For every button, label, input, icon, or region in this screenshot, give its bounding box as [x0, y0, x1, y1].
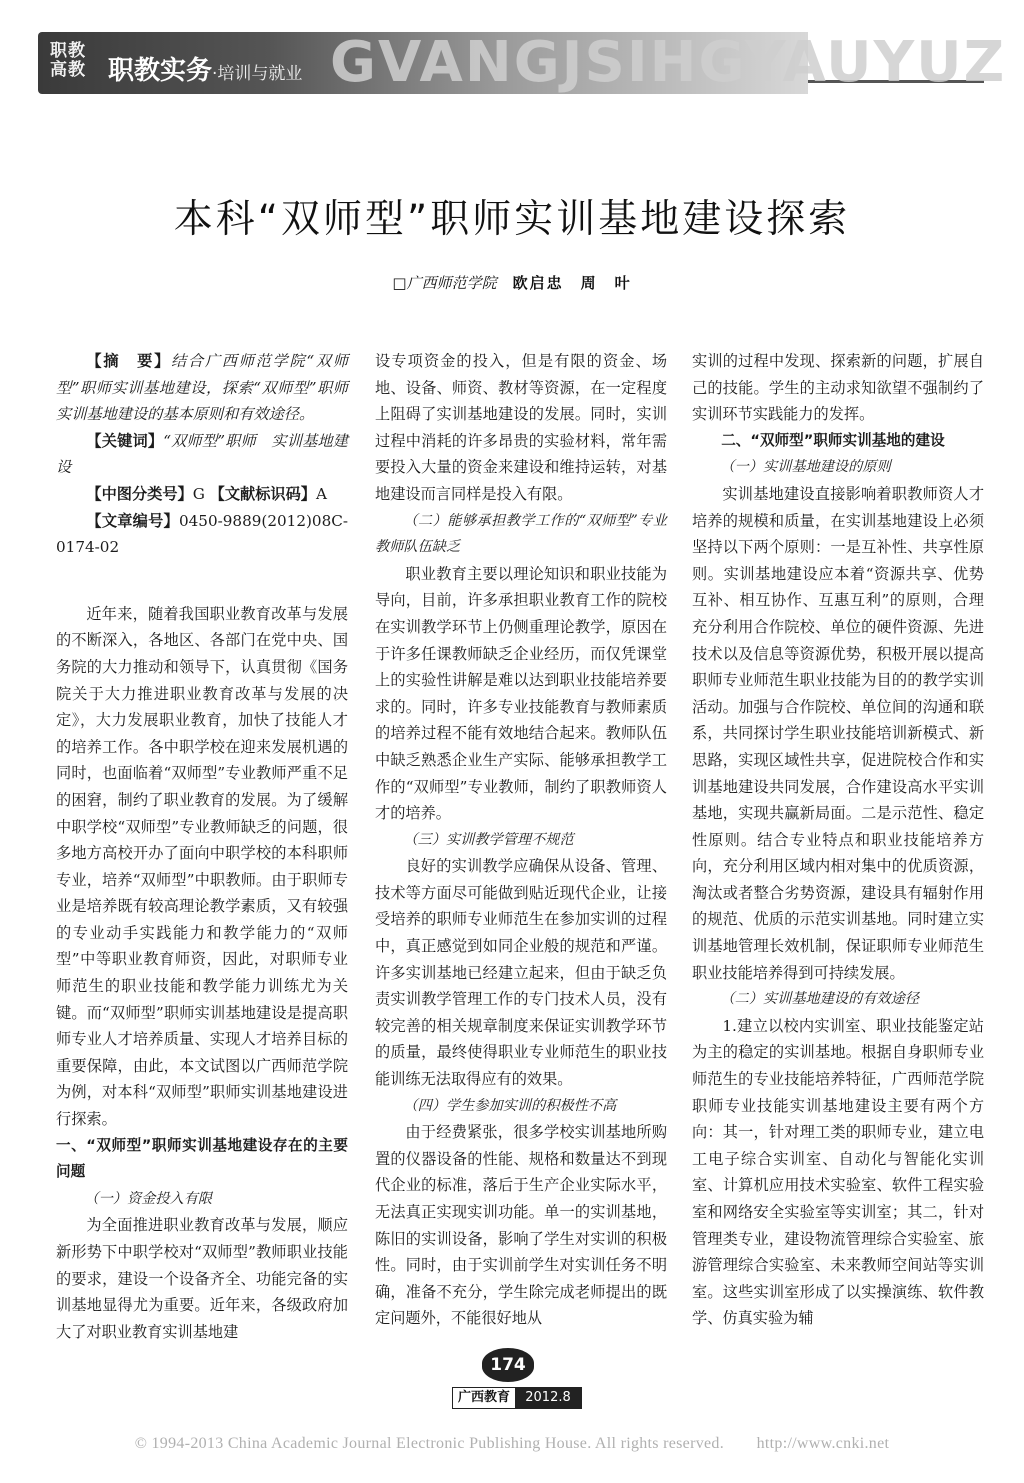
column-2 [375, 348, 667, 1332]
keywords [56, 428, 348, 481]
paragraph-funding-cont: 设专项资金的投入，但是有限的资金、场地、设备、师资、教材等资源，在一定程度上阻碍了实训基地建设的发展。同时，实训过程中消耗的许多昂贵的实验材料，常年需要投入大量的资金来建设和维持运转，对基地建设而言同样是投入有限。 [375, 352, 667, 503]
classification [56, 481, 348, 508]
column-3 [692, 348, 984, 1332]
journal-name: 广西教育 [453, 1388, 515, 1408]
subheading-5: （一）实训基地建设的原则 [720, 459, 891, 476]
subheading-1: （一）资金投入有限 [84, 1190, 213, 1207]
paragraph-management: 良好的实训教学应确保从设备、管理、技术等方面尽可能做到贴近现代企业，让接受培养的职师专业师范生在参加实训的过程中，真正感觉到如同企业般的规范和严谨。许多实训基地已经建立起来，但由于缺乏负责实训教学管理工作的专门技术人员，没有较完善的相关规章制度来保证实训教学环节的质量，最终使得职业专业师范生的职业技能训练无法取得应有的效果。 [375, 857, 667, 1089]
subheading-4: （四）学生参加实训的积极性不高 [403, 1097, 617, 1114]
keywords-label: 【关键词】 [86, 431, 164, 450]
paragraph-teachers: 职业教育主要以理论知识和职业技能为导向，目前，许多承担职业教育工作的院校在实训教学环节上仍侧重理论教学，原因在于许多任课教师缺乏企业经历，而仅凭课堂上的实验性讲解是难以达到职业技能培养要求的。同时，许多专业技能教育与教师素质的培养过程不能有效地结合起来。教师队伍中缺乏熟悉企业生产实际、能够承担教学工作的“双师型”专业教师，制约了职教师资人才的培养。 [375, 564, 667, 823]
column-1 [56, 348, 348, 1345]
clc-label: 【中图分类号】 [86, 484, 193, 503]
logo-line-1: 职教 [50, 41, 86, 61]
logo-line-2: 高教 [50, 60, 86, 80]
paragraph-approaches: 1.建立以校内实训室、职业技能鉴定站为主的稳定的实训基地。根据自身职师专业师范生的专业技能培养特征，广西师范学院职师专业技能实训基地建设主要有两个方向：其一，针对理工类的职师专业，建立电工电子综合实训室、自动化与智能化实训室、计算机应用技术实验室、软件工程实验室和网络安全实验室等实训室；其二，针对管理类专业，建设物流管理综合实验室、旅游管理综合实验室、未来教师空间站等实训室。这些实训室形成了以实操演练、软件教学、仿真实验为辅 [692, 1016, 984, 1328]
article-number-value: 0450-9889(2012)08C-0174-02 [56, 511, 348, 557]
keywords-text: “双师型”职师 实训基地建设 [56, 431, 348, 477]
abstract-label: 【摘 要】 [86, 352, 172, 370]
section-heading-1: 一、“双师型”职师实训基地建设存在的主要问题 [56, 1136, 348, 1181]
institution: 广西师范学院 [406, 274, 497, 292]
abstract-text: 结合广西师范学院“双师型”职师实训基地建设，探索“双师型”职师实训基地建设的基本原则和有效途径。 [56, 352, 349, 424]
section-heading-2: 二、“双师型”职师实训基地的建设 [721, 431, 945, 449]
doc-code-value: A [315, 484, 327, 503]
paragraph-funding: 为全面推进职业教育改革与发展，顺应新形势下中职学校对“双师型”教师职业技能的要求，建设一个设备齐全、功能完备的实训基地显得尤为重要。近年来，各级政府加大了对职业教育实训基地建 [56, 1216, 348, 1341]
article-number [56, 508, 348, 561]
subheading-6: （二）实训基地建设的有效途径 [720, 991, 920, 1008]
byline-box: □ [392, 274, 407, 292]
header-column-title [108, 50, 302, 87]
authors: 欧启忠 周 叶 [512, 274, 632, 292]
article-title: 本科“双师型”职师实训基地建设探索 [173, 197, 851, 242]
copyright-notice: © 1994-2013 China Academic Journal Electronic Publishing House. All rights reserved. http://www.cnki.net [134, 1435, 890, 1452]
paragraph-motivation-cont: 实训的过程中发现、探索新的问题，扩展自己的技能。学生的主动求知欲望不强制约了实训环节实践能力的发挥。 [692, 352, 984, 424]
byline [0, 272, 1024, 293]
subheading-2: （二）能够承担教学工作的“双师型”专业教师队伍缺乏 [375, 512, 667, 556]
abstract [56, 348, 348, 428]
paragraph-motivation: 由于经费紧张，很多学校实训基地所购置的仪器设备的性能、规格和数量达不到现代企业的标准，落后于生产企业实际水平，无法真正实现实训功能。单一的实训基地，陈旧的实训设备，影响了学生对实训的积极性。同时，由于实训前学生对实训任务不明确，准备不充分，学生除完成老师提出的既定问题外，不能很好地从 [375, 1123, 667, 1328]
intro-paragraph: 近年来，随着我国职业教育改革与发展的不断深入，各地区、各部门在党中央、国务院的大力推动和领导下，认真贯彻《国务院关于大力推进职业教育改革与发展的决定》，大力发展职业教育，加快了技能人才的培养工作。各中职学校在迎来发展机遇的同时，也面临着“双师型”专业教师严重不足的困窘，制约了职业教育的发展。为了缓解中职学校“双师型”专业教师缺乏的问题，很多地方高校开办了面向中职学校的本科职师专业，培养“双师型”中职教师。由于职师专业是培养既有较高理论教学素质，又有较强的专业动手实践能力和教学能力的“双师型”中等职业教育师资，因此，对职师专业师范生的职业技能和教学能力训练尤为关键。而“双师型”职师实训基地建设是提高职师专业人才培养质量、实现人才培养目标的重要保障，由此，本文试图以广西师范学院为例，对本科“双师型”职师实训基地建设进行探索。 [56, 604, 348, 1129]
header-logo [50, 42, 96, 80]
article-number-label: 【文章编号】 [86, 511, 179, 530]
doc-code-label: 【文献标识码】 [209, 484, 316, 503]
header-pinyin: GVANGJSIHGYAUYUZ [330, 30, 1007, 95]
journal-date: 2012.8 [515, 1388, 581, 1408]
paragraph-principles: 实训基地建设直接影响着职教师资人才培养的规模和质量，在实训基地建设上必须坚持以下两个原则：一是互补性、共享性原则。实训基地建设应本着“资源共享、优势互补、相互协作、互惠互利”的原则，合理充分利用合作院校、单位的硬件资源、先进技术以及信息等资源优势，积极开展以提高职师专业师范生职业技能为目的的教学实训活动。加强与合作院校、单位间的沟通和联系，共同探讨学生职业技能培训新模式、新思路，实现区域性共享，促进院校合作和实训基地建设共同发展，合作建设高水平实训基地，实现共赢新局面。二是示范性、稳定性原则。结合专业特点和职业技能培养方向，充分利用区域内相对集中的优质资源，淘汰或者整合劣势资源，建设具有辐射作用的规范、优质的示范实训基地。同时建立实训基地管理长效机制，保证职师专业师范生职业技能培养得到可持续发展。 [692, 484, 984, 982]
page-number: 174 [482, 1348, 534, 1382]
column-name: 职教实务 [108, 56, 213, 86]
subheading-3: （三）实训教学管理不规范 [403, 831, 574, 848]
journal-tag [452, 1387, 582, 1409]
clc-value: G [192, 484, 205, 503]
section-name: ·培训与就业 [212, 64, 303, 84]
